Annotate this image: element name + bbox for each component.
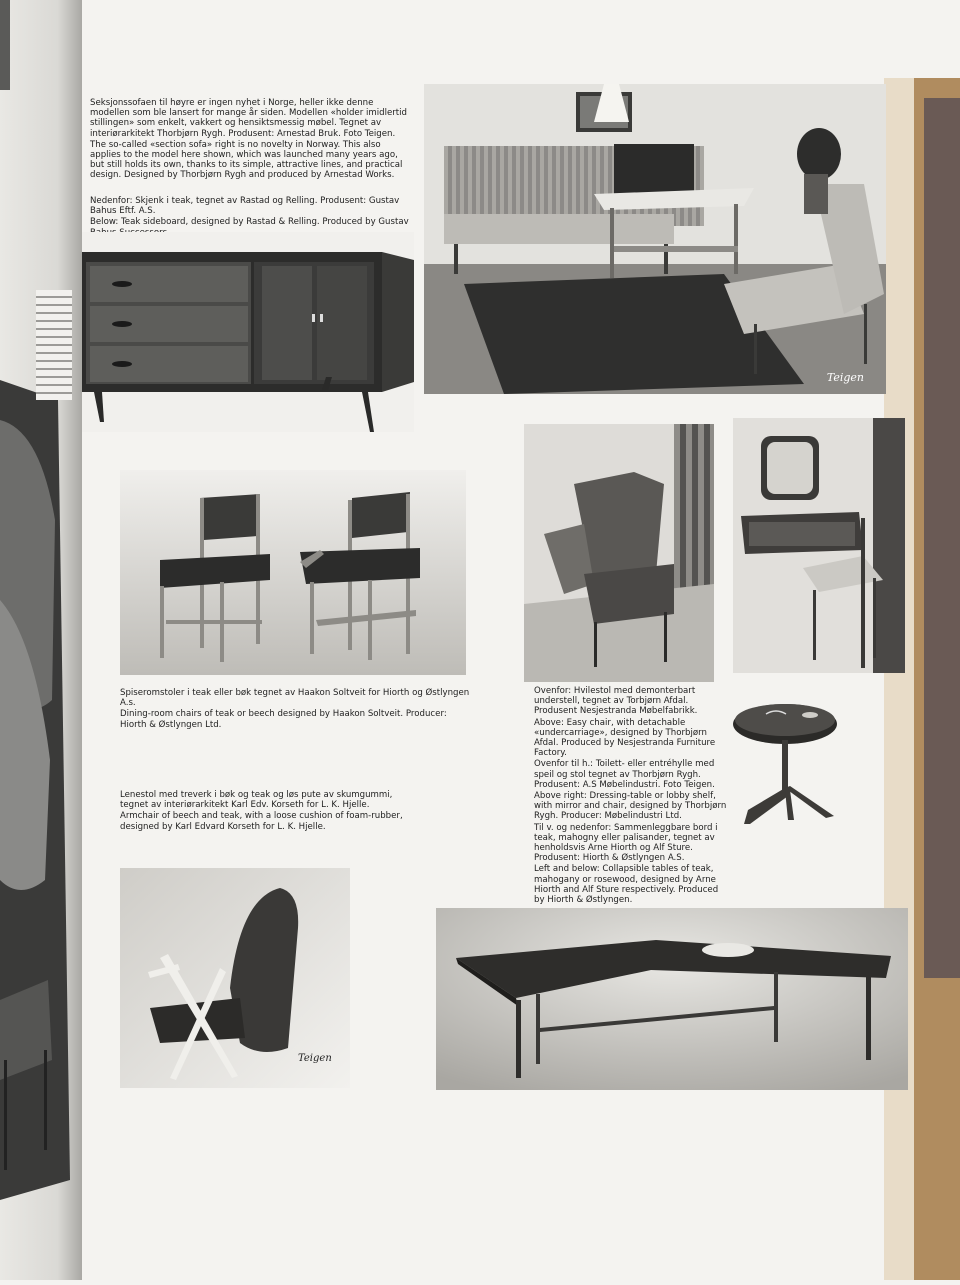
dressing-table-caption-no: Ovenfor til h.: Toilett- eller entréhylle med speil og stol tegnet av Thorbjørn Rygh. Produsent: A.S Møbelindustri. Foto Teigen. xyxy=(534,759,715,790)
dining-chairs-caption-no: Spiseromstoler i teak eller bøk tegnet av Haakon Soltveit for Hiorth og Østlyngen A.s. xyxy=(120,688,470,709)
dining-chairs-caption-en: Dining-room chairs of teak or beech designed by Haakon Soltveit. Producer: Hiorth & Østlyngen Ltd. xyxy=(120,709,447,730)
dining-chairs-caption xyxy=(120,688,472,731)
sideboard-caption-en: Below: Teak sideboard, designed by Rastad & Relling. Produced by Gustav xyxy=(90,217,409,228)
easy-chair-photo xyxy=(524,424,714,682)
sofa-room-photo xyxy=(424,84,886,394)
room-photo-signature: Teigen xyxy=(826,371,864,384)
left-facing-page xyxy=(0,0,82,1280)
sideboard-photo xyxy=(82,232,414,432)
easy-chair-caption-en: Above: Easy chair, with detachable «undercarriage», designed by Thorbjørn Afdal. Produced by Nesjestranda Furniture Factory. xyxy=(534,717,716,759)
book-edge xyxy=(884,78,960,1280)
dining-chairs-photo xyxy=(120,470,466,675)
left-page-caption-fragment xyxy=(36,290,72,400)
dressing-table-photo xyxy=(733,418,905,673)
lounge-chair-caption-en: Armchair of beech and teak, with a loose cushion of foam-rubber, designed by Karl Edvard Korseth for L. K. Hjelle. xyxy=(120,811,403,832)
lounge-photo-signature: Teigen xyxy=(298,1053,332,1064)
easy-chair-caption-no: Ovenfor: Hvilestol med demonterbart understell, tegnet av Torbjørn Afdal. Produsent Nesjestranda Møbelfabrikk. xyxy=(534,686,698,717)
sofa-caption-en: The so-called «section sofa» right is no novelty in Norway. This also applies to the model here shown, which was launched many years ago, but still holds its own, thanks to its simple, attractive lines, and practical design. Designed by Thorbjørn Rygh and produced by Arnestad Works. xyxy=(90,139,403,181)
lounge-chair-caption xyxy=(120,790,410,833)
side-table-photo xyxy=(730,700,840,828)
lounge-chair-caption-no: Lenestol med treverk i bøk og teak og løs pute av skumgummi, tegnet av interiørarkitekt Karl Edv. Korseth for L. K. Hjelle. xyxy=(120,790,393,811)
sofa-caption xyxy=(90,98,414,182)
tables-caption-en: Left and below: Collapsible tables of teak, mahogany or rosewood, designed by Arne Hiorth and Alf Sture respectively. Produced by Hiorth & Østlyngen. xyxy=(534,864,719,906)
right-column-caption xyxy=(534,686,730,906)
lounge-chair-photo xyxy=(120,868,350,1088)
left-page-text-fragment xyxy=(0,30,22,100)
dressing-table-caption-en: Above right: Dressing-table or lobby shelf, with mirror and chair, designed by Thorbjørn Rygh. Producer: Møbelindustri Ltd. xyxy=(534,791,727,822)
coffee-table-photo xyxy=(436,908,908,1090)
sofa-caption-no: Seksjonssofaen til høyre er ingen nyhet i Norge, heller ikke denne modellen som ble lansert for mange år siden. Modellen «holder imidlertid stillingen» som enkelt, vakkert og hensiktsmessig møbel. Tegnet av interiørarkitekt Thorbjørn Rygh. Produsent: Arnestad Bruk. Foto Teigen. xyxy=(90,98,407,139)
sideboard-caption-no: Nedenfor: Skjenk i teak, tegnet av Rastad og Relling. Produsent: Gustav Bahus Eftf. A.S. xyxy=(90,196,400,217)
tables-caption-no: Til v. og nedenfor: Sammenleggbare bord i teak, mahogny eller palisander, tegnet av henholdsvis Arne Hiorth og Alf Sture. Produsent: Hiorth & Østlyngen A.S. xyxy=(534,822,718,864)
